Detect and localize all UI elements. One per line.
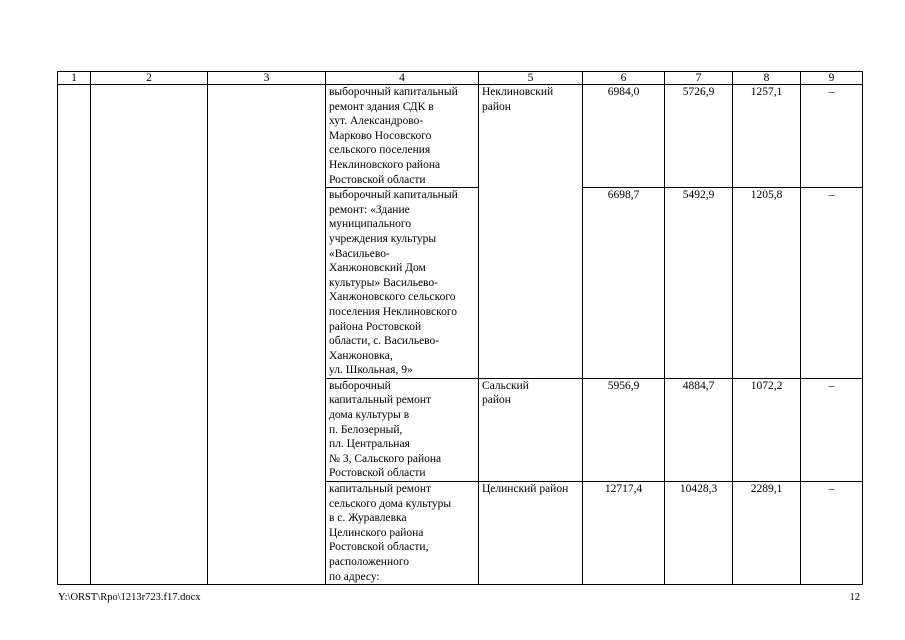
footer-file-path: Y:\ORST\Rpo\1213r723.f17.docx [58, 592, 201, 603]
column-header: 3 [208, 72, 326, 85]
value-col7: 4884,7 [665, 378, 733, 481]
value-col9: – [801, 188, 863, 379]
table-row [58, 85, 863, 188]
cell-col2 [91, 85, 208, 585]
cell-col1 [58, 85, 91, 585]
footer-page-number: 12 [849, 592, 860, 603]
column-header: 7 [665, 72, 733, 85]
column-header: 6 [583, 72, 665, 85]
value-col6: 6698,7 [583, 188, 665, 379]
column-header: 9 [801, 72, 863, 85]
value-col9: – [801, 482, 863, 585]
value-col8: 1072,2 [733, 378, 801, 481]
object-description: выборочный капитальный ремонт: «Здание муниципального учреждения культуры «Васильево- Ханжоновский Дом культуры» Васильево- Ханжоновского сельского поселения Неклиновского района Ростовской области, с. Васильево- Ханжоновка, ул. Школьная, 9» [326, 188, 479, 379]
value-col6: 6984,0 [583, 85, 665, 188]
data-table [57, 71, 863, 585]
value-col6: 12717,4 [583, 482, 665, 585]
object-description: выборочный капитальный ремонт здания СДК в хут. Александрово- Марково Носовского сельского поселения Неклиновского района Ростовской области [326, 85, 479, 188]
value-col7: 5492,9 [665, 188, 733, 379]
value-col8: 2289,1 [733, 482, 801, 585]
value-col8: 1205,8 [733, 188, 801, 379]
column-header: 2 [91, 72, 208, 85]
object-description: выборочный капитальный ремонт дома культуры в п. Белозерный, пл. Центральная № 3, Сальского района Ростовской области [326, 378, 479, 481]
value-col9: – [801, 85, 863, 188]
value-col9: – [801, 378, 863, 481]
header-row [58, 72, 863, 85]
cell-col3 [208, 85, 326, 585]
value-col7: 5726,9 [665, 85, 733, 188]
column-header: 8 [733, 72, 801, 85]
district-cell: Целинский район [479, 482, 583, 585]
column-header: 5 [479, 72, 583, 85]
district-cell: Сальский район [479, 378, 583, 481]
column-header: 4 [326, 72, 479, 85]
value-col7: 10428,3 [665, 482, 733, 585]
value-col8: 1257,1 [733, 85, 801, 188]
value-col6: 5956,9 [583, 378, 665, 481]
district-cell: Неклиновский район [479, 85, 583, 379]
object-description: капитальный ремонт сельского дома культуры в с. Журавлевка Целинского района Ростовской области, расположенного по адресу: [326, 482, 479, 585]
column-header: 1 [58, 72, 91, 85]
